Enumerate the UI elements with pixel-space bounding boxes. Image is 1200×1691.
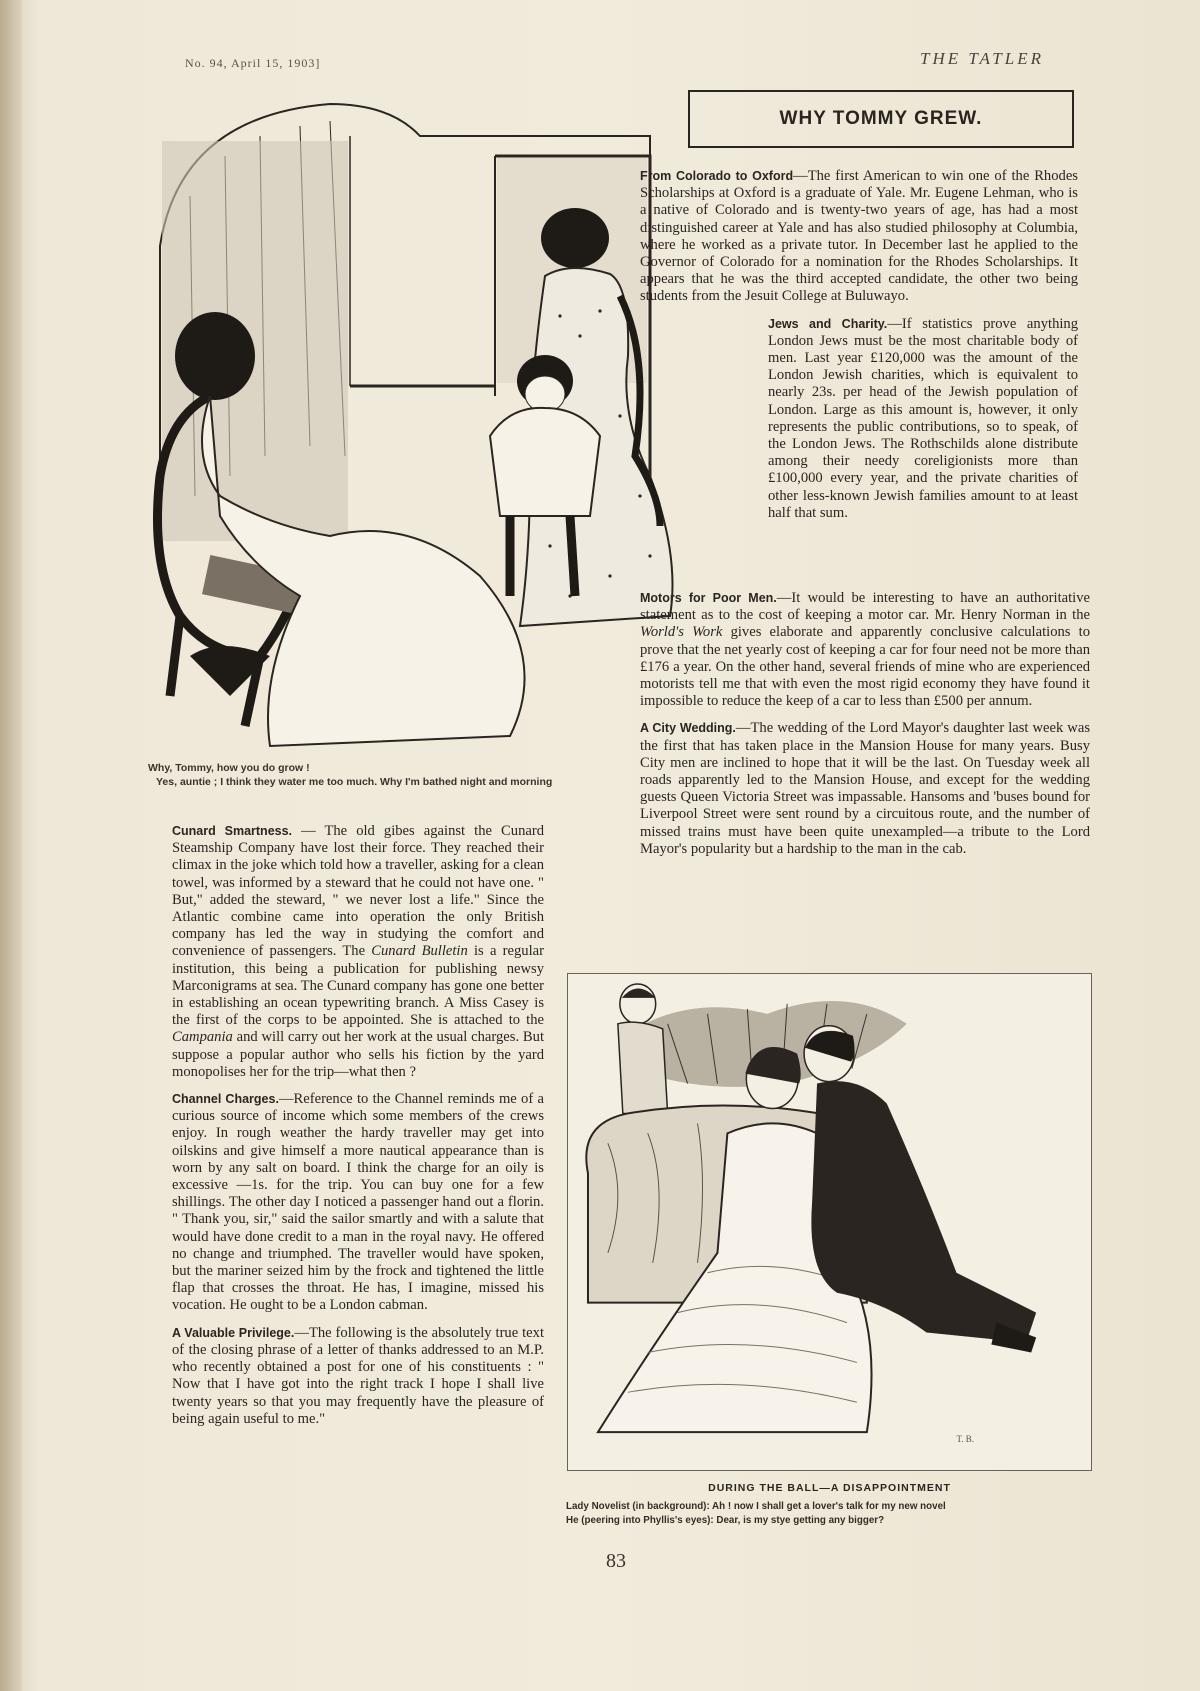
right-column xyxy=(640,168,1078,532)
heading-motors-poor-men: Motors for Poor Men. xyxy=(640,591,777,605)
text-jews-charity: —If statistics prove anything London Jews must be the most charitable body of men. Last year £120,000 was the amount of the London Jewish charities, which is equivalent to nearly 23s. per head of the Jewish population of London. Large as this amount is, however, it only represents the public contributions, so to speak, of the London Jews. The Rothschilds alone distribute among their needy coreligionists more than £100,000 every year, and the private charities of other less-known Jewish families amount to at least half that sum. xyxy=(768,315,1079,521)
right-column-lower xyxy=(640,590,1090,868)
heading-jews-charity: Jews and Charity. xyxy=(768,316,888,331)
page-number: 83 xyxy=(606,1550,626,1572)
tommy-caption-line1: Why, Tommy, how you do grow ! xyxy=(148,762,310,774)
tommy-caption xyxy=(148,762,618,789)
ball-caption-line1: Lady Novelist (in background): Ah ! now I shall get a lover's talk for my new novel xyxy=(566,1501,946,1512)
text-city-wedding: —The wedding of the Lord Mayor's daughter last week was the first that has taken place in the Mansion House for many years. Busy City men are inclined to hope that it will be the last. On Tuesday week all roads apparently led to the Mansion House, and except for the wedding guests Queen Victoria Street was impassable. Hansoms and 'buses bound for Liverpool Street were sent round by a circuitous route, and the number of missed trains must have been quite unexampled—a tribute to the Lord Mayor's popularity but a hardship to the man in the cab. xyxy=(640,720,1090,857)
article-motors-poor-men xyxy=(640,590,1090,710)
article-cunard-smartness xyxy=(172,823,544,1081)
ball-caption xyxy=(566,1500,1106,1528)
ball-caption-title: DURING THE BALL—A DISAPPOINTMENT xyxy=(708,1482,951,1494)
heading-city-wedding: A City Wedding. xyxy=(640,721,736,736)
tommy-caption-line2: Yes, auntie ; I think they water me too much. Why I'm bathed night and morning xyxy=(156,775,553,788)
text-motors-b: gives elaborate and apparently conclusive calculations to prove that the net yearly cost of keeping a car for four need not be more than £176 a year. On the other hand, several friends of mine who are experienced motorists tell me that with even the most rigid economy they have found it impossible to reduce the keep of a car to less than £500 per annum. xyxy=(640,624,1090,710)
ball-caption-line2: He (peering into Phyllis's eyes): Dear, is my stye getting any bigger? xyxy=(566,1515,885,1526)
text-cunard-c: and will carry out her work at the usual charges. But suppose a popular author who sells his fiction by the yard monopolises her for the trip—what then ? xyxy=(172,1029,544,1080)
heading-colorado-oxford: From Colorado to Oxford xyxy=(640,169,794,183)
left-column xyxy=(172,823,544,1438)
text-cunard-bulletin: Cunard Bulletin xyxy=(371,943,468,960)
text-colorado-oxford: —The first American to win one of the Rhodes Scholarships at Oxford is a graduate of Yale. Mr. Eugene Lehman, who is a native of Colorado and is twenty-two years of age, has had a most distinguished career at Yale and has also studied philosophy at Columbia, where he worked as a private tutor. In December last he applied to the Governor of Colorado for a nomination for the Rhodes Scholarships. It appears that he was the third accepted candidate, the other two being students from the Jesuit College at Buluwayo. xyxy=(640,168,1078,305)
text-valuable-privilege: —The following is the absolutely true text of the closing phrase of a letter of thanks addressed to an M.P. who recently obtained a post for one of his constituents : " Now that I have got into the right track I hope I shall live twenty years so that you may frequently have the pleasure of being again useful to me." xyxy=(172,1324,544,1427)
tommy-illustration xyxy=(150,96,723,756)
article-channel-charges xyxy=(172,1091,544,1315)
magazine-title-header: THE TATLER xyxy=(920,49,1044,68)
text-worlds-work: World's Work xyxy=(640,624,723,641)
heading-cunard-smartness: Cunard Smartness. xyxy=(172,824,293,838)
text-campania: Campania xyxy=(172,1029,233,1046)
article-jews-charity xyxy=(640,316,1078,522)
text-channel-charges: —Reference to the Channel reminds me of a curious source of income which some members of the crews enjoy. In rough weather the hardy traveller may get into oilskins and give himself a more nautical appearance than is worn by any salt on board. I think the charge for an oily is excessive —1s. for the trip. You can buy one for a few shillings. The other day I noticed a passenger hand out a florin. " Thank you, sir," said the sailor smartly and with a salute that would have done credit to a man in the royal navy. He offered no change and triumphed. The traveller would have spoken, but the mariner seized him by the frock and tightened the little flap that crosses the throat. He has, I imagine, missed his vocation. He ought to be a London cabman. xyxy=(172,1091,544,1314)
artist-signature-art: T. B. xyxy=(956,1434,974,1445)
heading-channel-charges: Channel Charges. xyxy=(172,1092,279,1107)
text-cunard-b: is a regular institution, this being a publication for publishing newsy Marconigrams at sea. The Cunard company has gone one better in establishing an ocean typewriting branch. A Miss Casey is the first of the corps to be appointed. She is attached to the xyxy=(172,943,544,1029)
article-colorado-oxford xyxy=(640,168,1078,306)
article-city-wedding xyxy=(640,720,1090,858)
text-cunard-a: — The old gibes against the Cunard Steamship Company have lost their force. They reached their climax in the joke which told how a traveller, asking for a clean towel, was informed by a steward that he could not have one. " But," added the steward, " we never lost a life." Since the Atlantic combine came into operation the only British company has led the way in studying the comfort and convenience of passengers. The xyxy=(172,823,545,960)
page-spine-edge xyxy=(0,0,22,1691)
text-motors-a: —It would be interesting to have an authoritative statement as to the cost of keeping a motor car. Mr. Henry Norman in the xyxy=(640,590,1090,624)
ball-illustration xyxy=(567,973,1092,1471)
heading-valuable-privilege: A Valuable Privilege. xyxy=(172,1325,295,1340)
column-title-box xyxy=(688,90,1074,148)
issue-date-header: No. 94, April 15, 1903] xyxy=(185,56,321,70)
article-valuable-privilege xyxy=(172,1325,544,1428)
column-title: WHY TOMMY GREW. xyxy=(779,108,983,129)
